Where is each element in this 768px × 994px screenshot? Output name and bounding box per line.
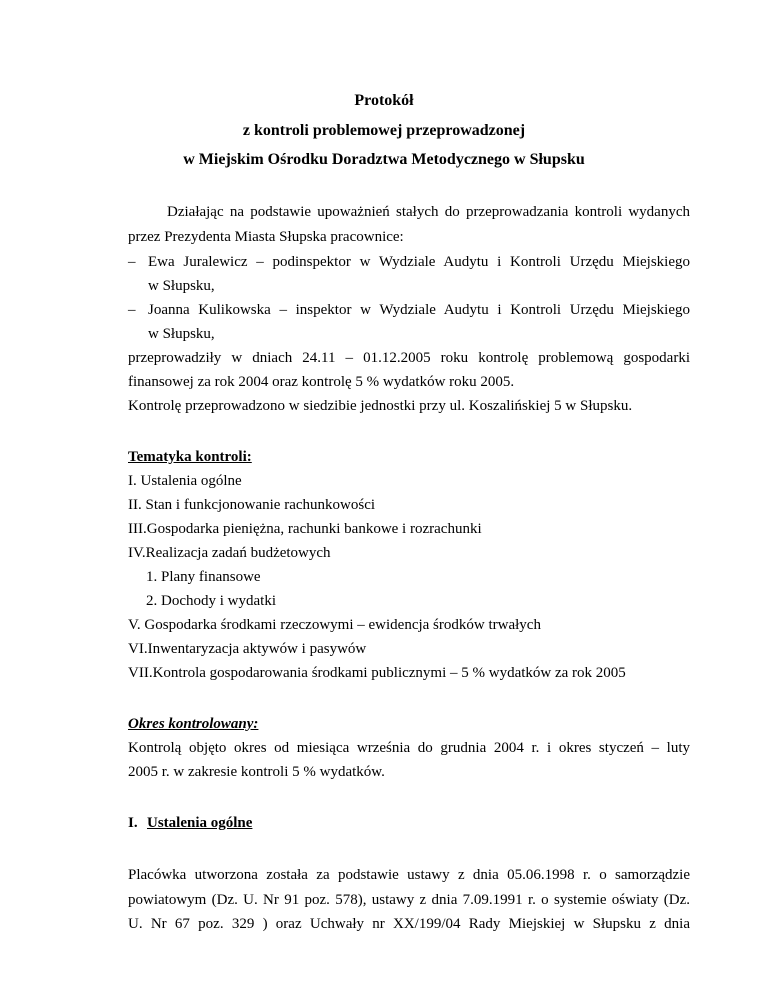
topic-item: II. Stan i funkcjonowanie rachunkowości — [128, 497, 376, 513]
topics-heading: Tematyka kontroli: — [128, 449, 252, 465]
title-line-2: z kontroli problemowej przeprowadzonej — [242, 122, 526, 139]
section-1-line-1: Placówka utworzona została za podstawie ustawy z dnia 05.06.1998 r. o samorządzie — [128, 867, 690, 883]
topic-item: IV.Realizacja zadań budżetowych — [128, 545, 331, 561]
section-1-line-3: U. Nr 67 poz. 329 ) oraz Uchwały nr XX/199/04 Rady Miejskiej w Słupsku z dnia — [128, 916, 690, 932]
person-1-line-1: Ewa Juralewicz – podinspektor w Wydziale Audytu i Kontroli Urzędu Miejskiego — [148, 254, 690, 270]
topic-item: V. Gospodarka środkami rzeczowymi – ewidencja środków trwałych — [128, 617, 541, 633]
title-line-3: w Miejskim Ośrodku Doradztwa Metodycznego w Słupsku — [183, 151, 585, 168]
intro-line-1: Działając na podstawie upoważnień stałych do przeprowadzania kontroli wydanych — [167, 204, 690, 220]
section-1-line-2: powiatowym (Dz. U. Nr 91 poz. 578), ustawy z dnia 7.09.1991 r. o systemie oświaty (Dz. — [128, 892, 690, 908]
period-heading: Okres kontrolowany: — [128, 716, 259, 732]
person-2-line-1: Joanna Kulikowska – inspektor w Wydziale Audytu i Kontroli Urzędu Miejskiego — [148, 302, 690, 318]
person-1-line-2: w Słupsku, — [148, 278, 215, 294]
intro-line-3: przeprowadziły w dniach 24.11 – 01.12.2005 roku kontrolę problemową gospodarki — [128, 350, 690, 366]
intro-line-5: Kontrolę przeprowadzono w siedzibie jednostki przy ul. Koszalińskiej 5 w Słupsku. — [128, 398, 633, 414]
list-dash: – — [128, 302, 136, 318]
person-2-line-2: w Słupsku, — [148, 326, 215, 342]
topic-item: VII.Kontrola gospodarowania środkami publicznymi – 5 % wydatków za rok 2005 — [128, 665, 626, 681]
period-line-1: Kontrolą objęto okres od miesiąca września do grudnia 2004 r. i okres styczeń – luty — [128, 740, 690, 756]
topic-item: VI.Inwentaryzacja aktywów i pasywów — [128, 641, 367, 657]
section-1-heading: Ustalenia ogólne — [147, 815, 253, 831]
topic-subitem: 2. Dochody i wydatki — [146, 593, 276, 609]
period-line-2: 2005 r. w zakresie kontroli 5 % wydatków. — [128, 764, 385, 780]
topic-item: I. Ustalenia ogólne — [128, 473, 242, 489]
intro-line-2: przez Prezydenta Miasta Słupska pracownice: — [128, 229, 404, 245]
topic-subitem: 1. Plany finansowe — [146, 569, 261, 585]
topic-item: III.Gospodarka pieniężna, rachunki bankowe i rozrachunki — [128, 521, 482, 537]
intro-line-4: finansowej za rok 2004 oraz kontrolę 5 % wydatków roku 2005. — [128, 374, 515, 390]
title-line-1: Protokół — [354, 92, 414, 109]
section-1-number: I. — [128, 815, 138, 831]
list-dash: – — [128, 254, 136, 270]
